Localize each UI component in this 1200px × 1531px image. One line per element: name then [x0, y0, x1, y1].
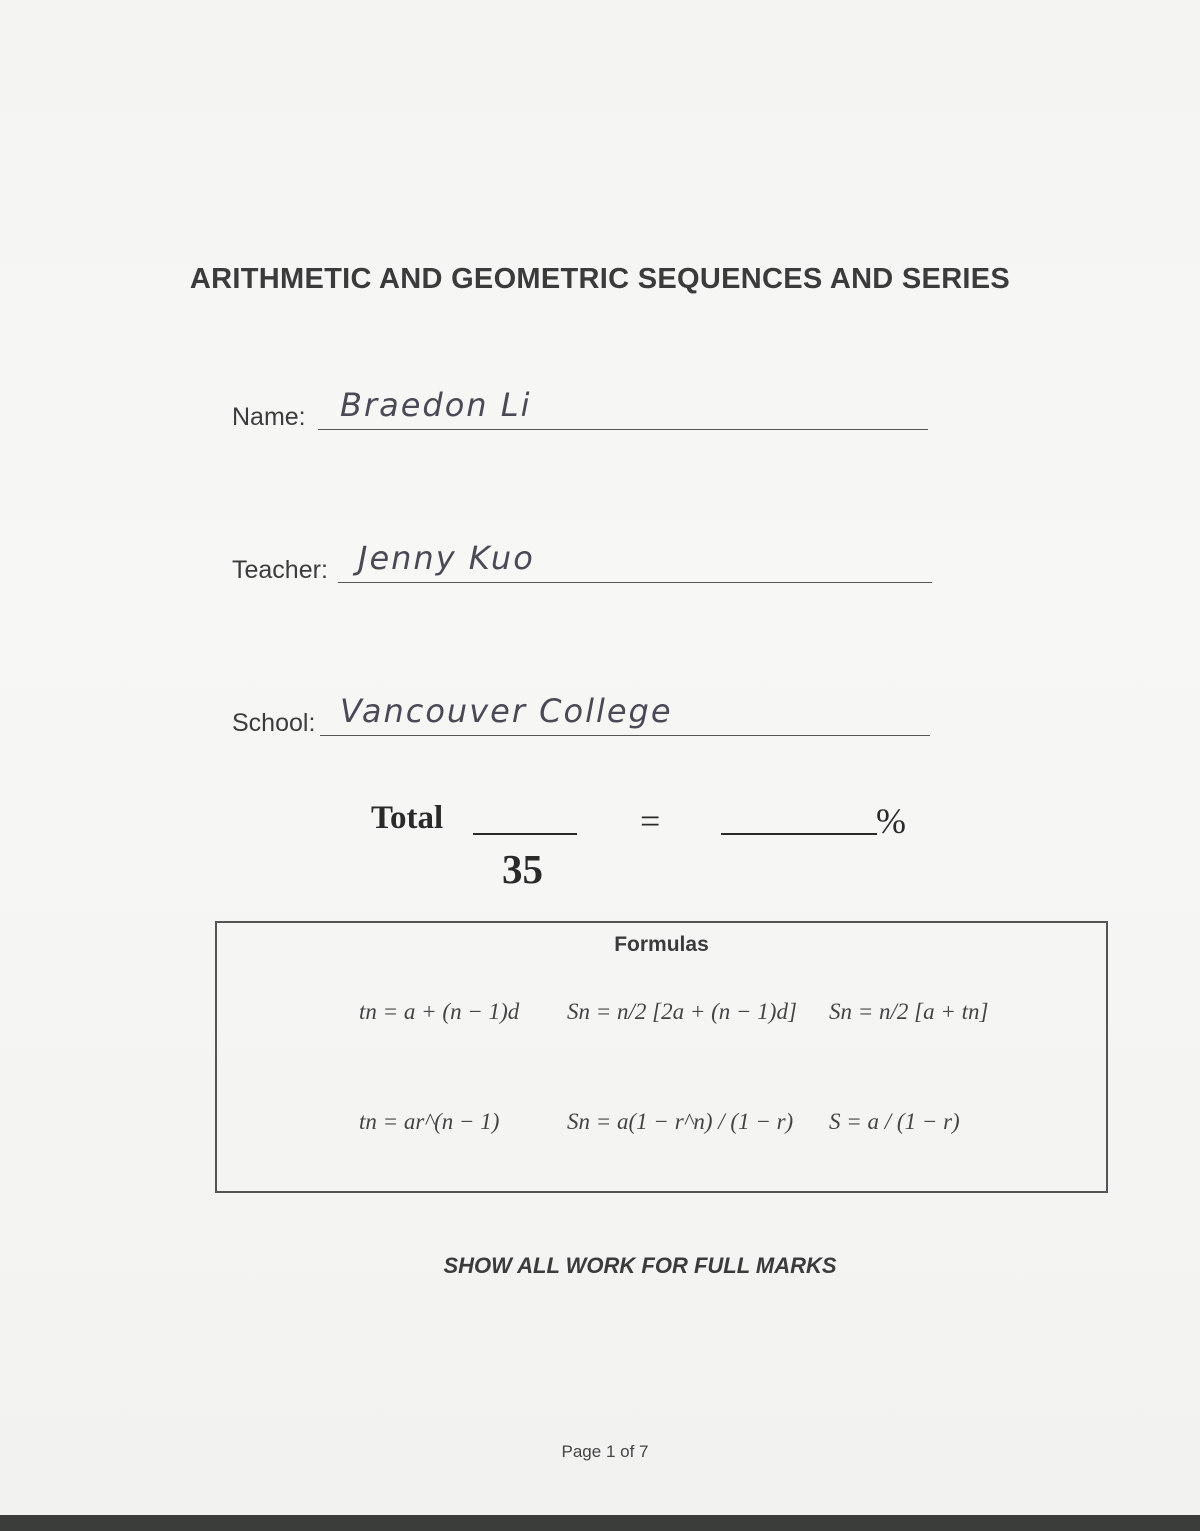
formulas-box	[215, 921, 1108, 1193]
school-handwritten-value: Vancouver College	[340, 692, 673, 730]
percent-sign: %	[876, 801, 906, 841]
name-field	[232, 372, 932, 432]
school-label: School:	[232, 709, 316, 737]
equals-sign: =	[640, 801, 661, 841]
total-label: Total	[371, 800, 444, 836]
total-denominator: 35	[502, 846, 543, 892]
page-number: Page 1 of 7	[561, 1442, 649, 1461]
teacher-label: Teacher:	[232, 556, 328, 584]
formula-arithmetic-term: tn = a + (n − 1)d	[359, 999, 520, 1024]
score-line	[473, 833, 577, 835]
percent-line	[721, 833, 877, 835]
formula-geometric-term: tn = ar^(n − 1)	[359, 1109, 500, 1134]
exam-title: ARITHMETIC AND GEOMETRIC SEQUENCES AND SERIES	[189, 263, 1011, 295]
teacher-line	[338, 582, 932, 583]
formula-geometric-sum: Sn = a(1 − r^n) / (1 − r)	[567, 1109, 794, 1134]
name-line	[318, 429, 928, 430]
school-field	[232, 678, 932, 738]
name-handwritten-value: Braedon Li	[340, 386, 532, 424]
teacher-handwritten-value: Jenny Kuo	[358, 539, 535, 577]
name-label: Name:	[232, 403, 306, 431]
teacher-field	[232, 525, 934, 585]
formulas-title: Formulas	[614, 933, 709, 956]
instruction-text: SHOW ALL WORK FOR FULL MARKS	[443, 1253, 837, 1278]
school-line	[320, 735, 930, 736]
formula-infinite-sum: S = a / (1 − r)	[829, 1109, 960, 1134]
formula-arithmetic-sum-alt: Sn = n/2 [a + tn]	[829, 999, 989, 1024]
formula-arithmetic-sum: Sn = n/2 [2a + (n − 1)d]	[567, 999, 797, 1024]
